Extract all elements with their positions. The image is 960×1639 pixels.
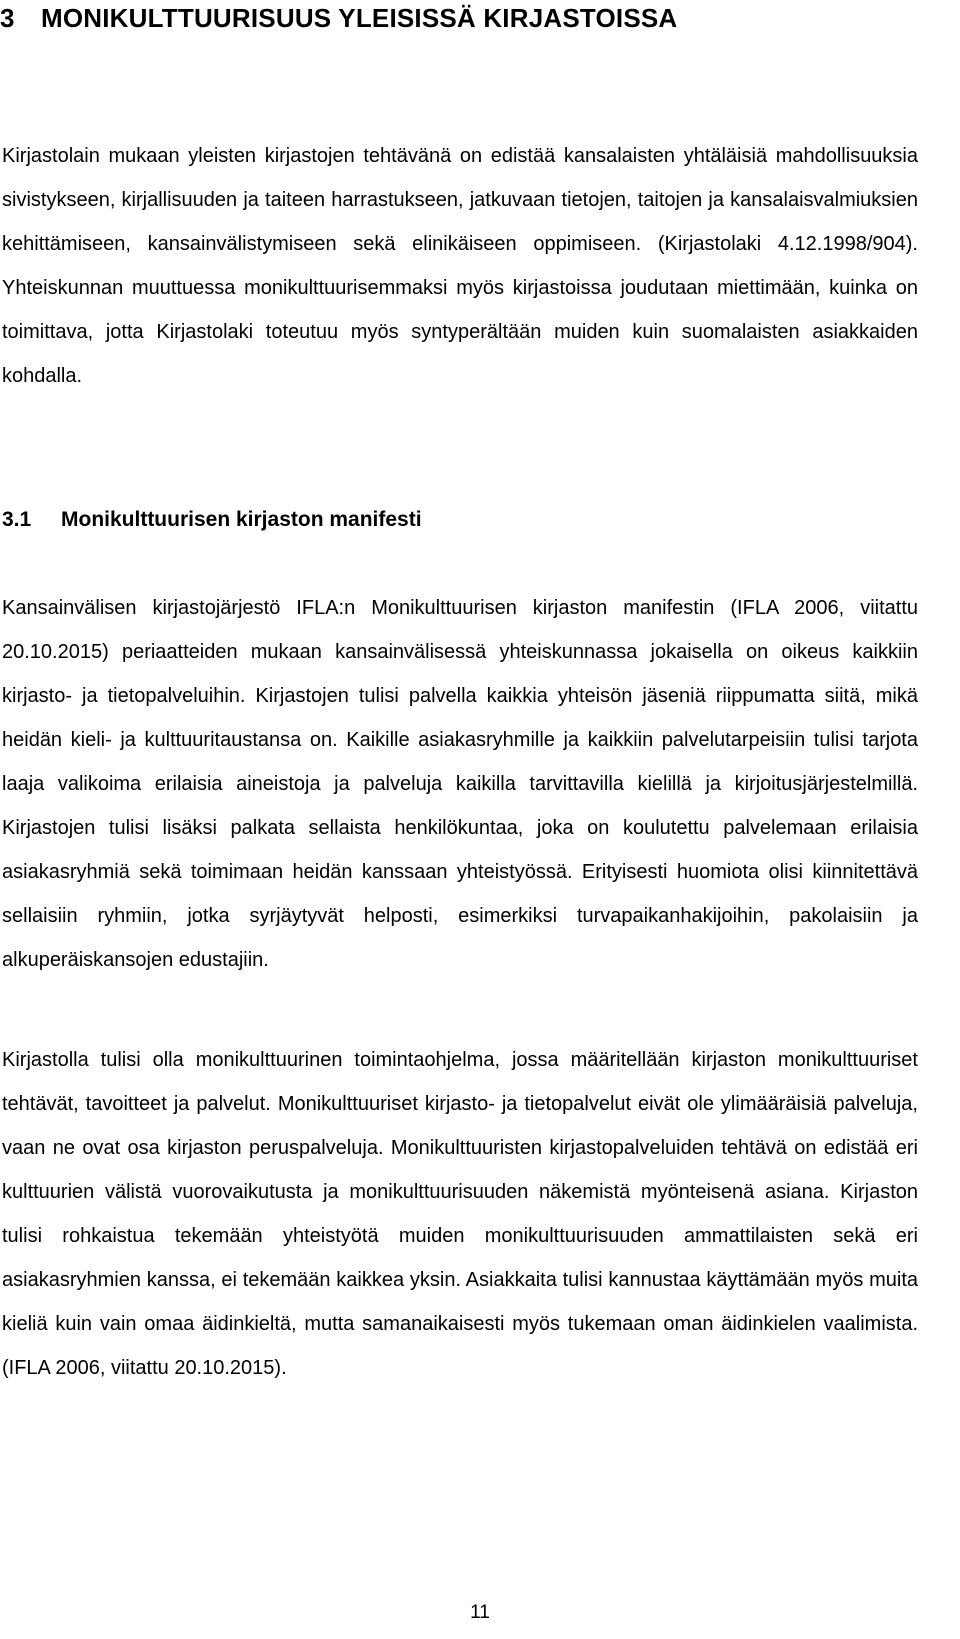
page-number: 11: [470, 1602, 490, 1623]
paragraph-ifla-manifest: Kansainvälisen kirjastojärjestö IFLA:n Monikulttuurisen kirjaston manifestin (IFLA 2006, viitattu 20.10.2015) periaatteiden mukaan kansainvälisessä yhteiskunnassa jokaisella on oikeus kaikkiin kirjasto- ja tietopalveluihin. Kirjastojen tulisi palvella kaikkia yhteisön jäseniä riippumatta siitä, mikä heidän kieli- ja kulttuuritaustansa on. Kaikille asiakasryhmille ja kaikkiin palvelutarpeisiin tulisi tarjota laaja valikoima erilaisia aineistoja ja palveluja kaikilla tarvittavilla kielillä ja kirjoitusjärjestelmillä. Kirjastojen tulisi lisäksi palkata sellaista henkilökuntaa, joka on koulutettu palvelemaan erilaisia asiakasryhmiä sekä toimimaan heidän kanssaan yhteistyössä. Erityisesti huomiota olisi kiinnitettävä sellaisiin ryhmiin, jotka syrjäytyvät helposti, esimerkiksi turvapaikanhakijoihin, pakolaisiin ja alkuperäiskansojen edustajiin.: [2, 597, 918, 971]
chapter-title: MONIKULTTUURISUUS YLEISISSÄ KIRJASTOISSA: [41, 3, 678, 33]
chapter-heading: [0, 2, 930, 34]
paragraph-toimintaohjelma: Kirjastolla tulisi olla monikulttuurinen toimintaohjelma, jossa määritellään kirjaston monikulttuuriset tehtävät, tavoitteet ja palvelut. Monikulttuuriset kirjasto- ja tietopalvelut eivät ole ylimääräisiä palveluja, vaan ne ovat osa kirjaston peruspalveluja. Monikulttuuristen kirjastopalveluiden tehtävä on edistää eri kulttuurien välistä vuorovaikutusta ja monikulttuurisuuden näkemistä myönteisenä asiana. Kirjaston tulisi rohkaistua tekemään yhteistyötä muiden monikulttuurisuuden ammattilaisten sekä eri asiakasryhmien kanssa, ei tekemään kaikkea yksin. Asiakkaita tulisi kannustaa käyttämään myös muita kieliä kuin vain omaa äidinkieltä, mutta samanaikaisesti myös tukemaan oman äidinkielen vaalimista. (IFLA 2006, viitattu 20.10.2015).: [2, 1049, 918, 1379]
section-heading: [2, 506, 422, 534]
paragraph-kirjastolaki: Kirjastolain mukaan yleisten kirjastojen tehtävänä on edistää kansalaisten yhtäläisiä mahdollisuuksia sivistykseen, kirjallisuuden ja taiteen harrastukseen, jatkuvaan tietojen, taitojen ja kansalaisvalmiuksien kehittämiseen, kansainvälistymiseen sekä elinikäiseen oppimiseen. (Kirjastolaki 4.12.1998/904). Yhteiskunnan muuttuessa monikulttuurisemmaksi myös kirjastoissa joudutaan miettimään, kuinka on toimittava, jotta Kirjastolaki toteutuu myös syntyperältään muiden kuin suomalaisten asiakkaiden kohdalla.: [2, 145, 918, 387]
section-number: 3.1: [2, 508, 32, 531]
section-title: Monikulttuurisen kirjaston manifesti: [61, 508, 422, 531]
chapter-number: 3: [0, 3, 15, 33]
